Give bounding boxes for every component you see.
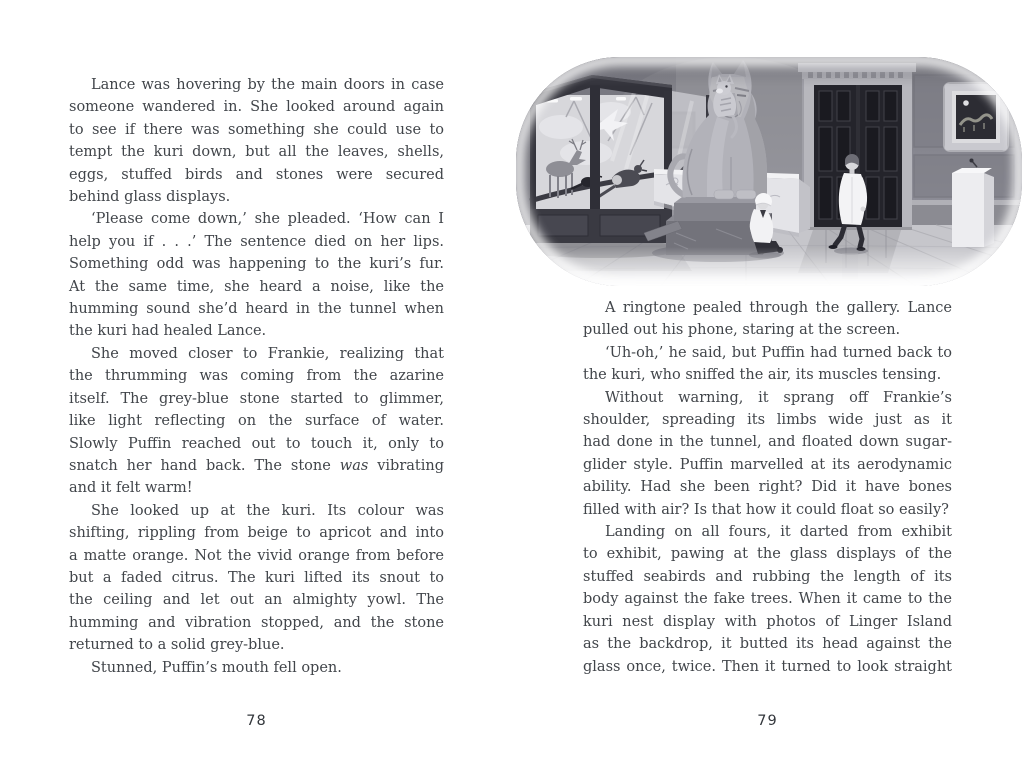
text-line: eggs, stuffed birds and stones were secured (69, 166, 444, 183)
gallery-illustration (516, 57, 1022, 286)
text-line: Lance was hovering by the main doors in case (91, 77, 444, 93)
text-line: to exhibit, pawing at the glass displays of the (583, 546, 952, 563)
text-line: someone wandered in. She looked around again (69, 99, 444, 116)
framed-cat-painting (944, 83, 1008, 151)
text-line: like light reflecting on the surface of water. (69, 413, 444, 430)
text-line: glass once, twice. Then it turned to look straight (583, 658, 952, 675)
text-line: A ringtone pealed through the gallery. Lance (605, 300, 952, 316)
text-line: stuffed seabirds and rubbing the length of its (583, 568, 952, 585)
page-number-left: 78 (246, 713, 267, 729)
text-line: the thrumming was coming from the azarine (69, 368, 444, 385)
text-line: but a faded citrus. The kuri lifted its snout to (69, 569, 444, 586)
text-line: snatch her hand back. The stone was vibrating (69, 457, 444, 474)
text-line: filled with air? Is that how it could float so easily? (583, 501, 949, 518)
text-line: She looked up at the kuri. Its colour was (91, 502, 444, 519)
text-line: a matte orange. Not the vivid orange from before (69, 547, 444, 564)
text-line: shifting, rippling from beige to apricot and into (69, 525, 444, 542)
text-line: itself. The grey-blue stone started to glimmer, (69, 390, 444, 407)
text-line: Something odd was happening to the kuri’s fur. (69, 256, 444, 273)
text-line: returned to a solid grey-blue. (69, 637, 285, 654)
text-line: Slowly Puffin reached out to touch it, only to (69, 435, 444, 452)
text-line: as the backdrop, it butted its head against the (583, 636, 952, 653)
text-line: ability. Had she been right? Did it have bones (583, 479, 952, 496)
text-line: humming and vibration stopped, and the stone (69, 614, 444, 631)
text-line: body against the fake trees. When it came to the (583, 591, 952, 608)
text-line: help you if . . .’ The sentence died on her lips. (69, 233, 444, 250)
text-line: kuri nest display with photos of Linger Island (583, 613, 952, 630)
text-line: the kuri had healed Lance. (69, 323, 267, 340)
right-text-block (583, 297, 952, 678)
text-line: glider style. Puffin marvelled at its aerodynamic (583, 456, 952, 473)
left-text-block (69, 74, 444, 679)
text-line: behind glass displays. (69, 189, 231, 206)
text-line: ‘Please come down,’ she pleaded. ‘How can I (91, 211, 444, 228)
text-line: She moved closer to Frankie, realizing that (91, 345, 444, 362)
text-line: shoulder, spreading its limbs wide just as it (583, 412, 952, 429)
text-line: Stunned, Puffin’s mouth fell open. (91, 659, 342, 676)
text-line: had done in the tunnel, and floated down sugar- (583, 434, 952, 451)
text-line: ‘Uh-oh,’ he said, but Puffin had turned back to (605, 344, 952, 361)
text-line: to see if there was something she could use to (69, 121, 444, 138)
text-line: Without warning, it sprang off Frankie’s (605, 389, 952, 406)
text-line: pulled out his phone, staring at the screen. (583, 322, 901, 339)
text-line: tempt the kuri down, but all the leaves, shells, (69, 144, 444, 161)
text-line: the kuri, who sniffed the air, its muscles tensing. (583, 367, 942, 384)
text-line: Landing on all fours, it darted from exhibit (605, 524, 952, 541)
gallery-illustration-svg (516, 57, 1022, 286)
text-line: and it felt warm! (69, 480, 193, 497)
text-line: humming sound she’d heard in the tunnel when (69, 301, 444, 318)
text-line: At the same time, she heard a noise, like the (69, 278, 444, 295)
page-number-right: 79 (757, 713, 778, 729)
text-line: the ceiling and let out an almighty yowl. The (69, 592, 444, 609)
